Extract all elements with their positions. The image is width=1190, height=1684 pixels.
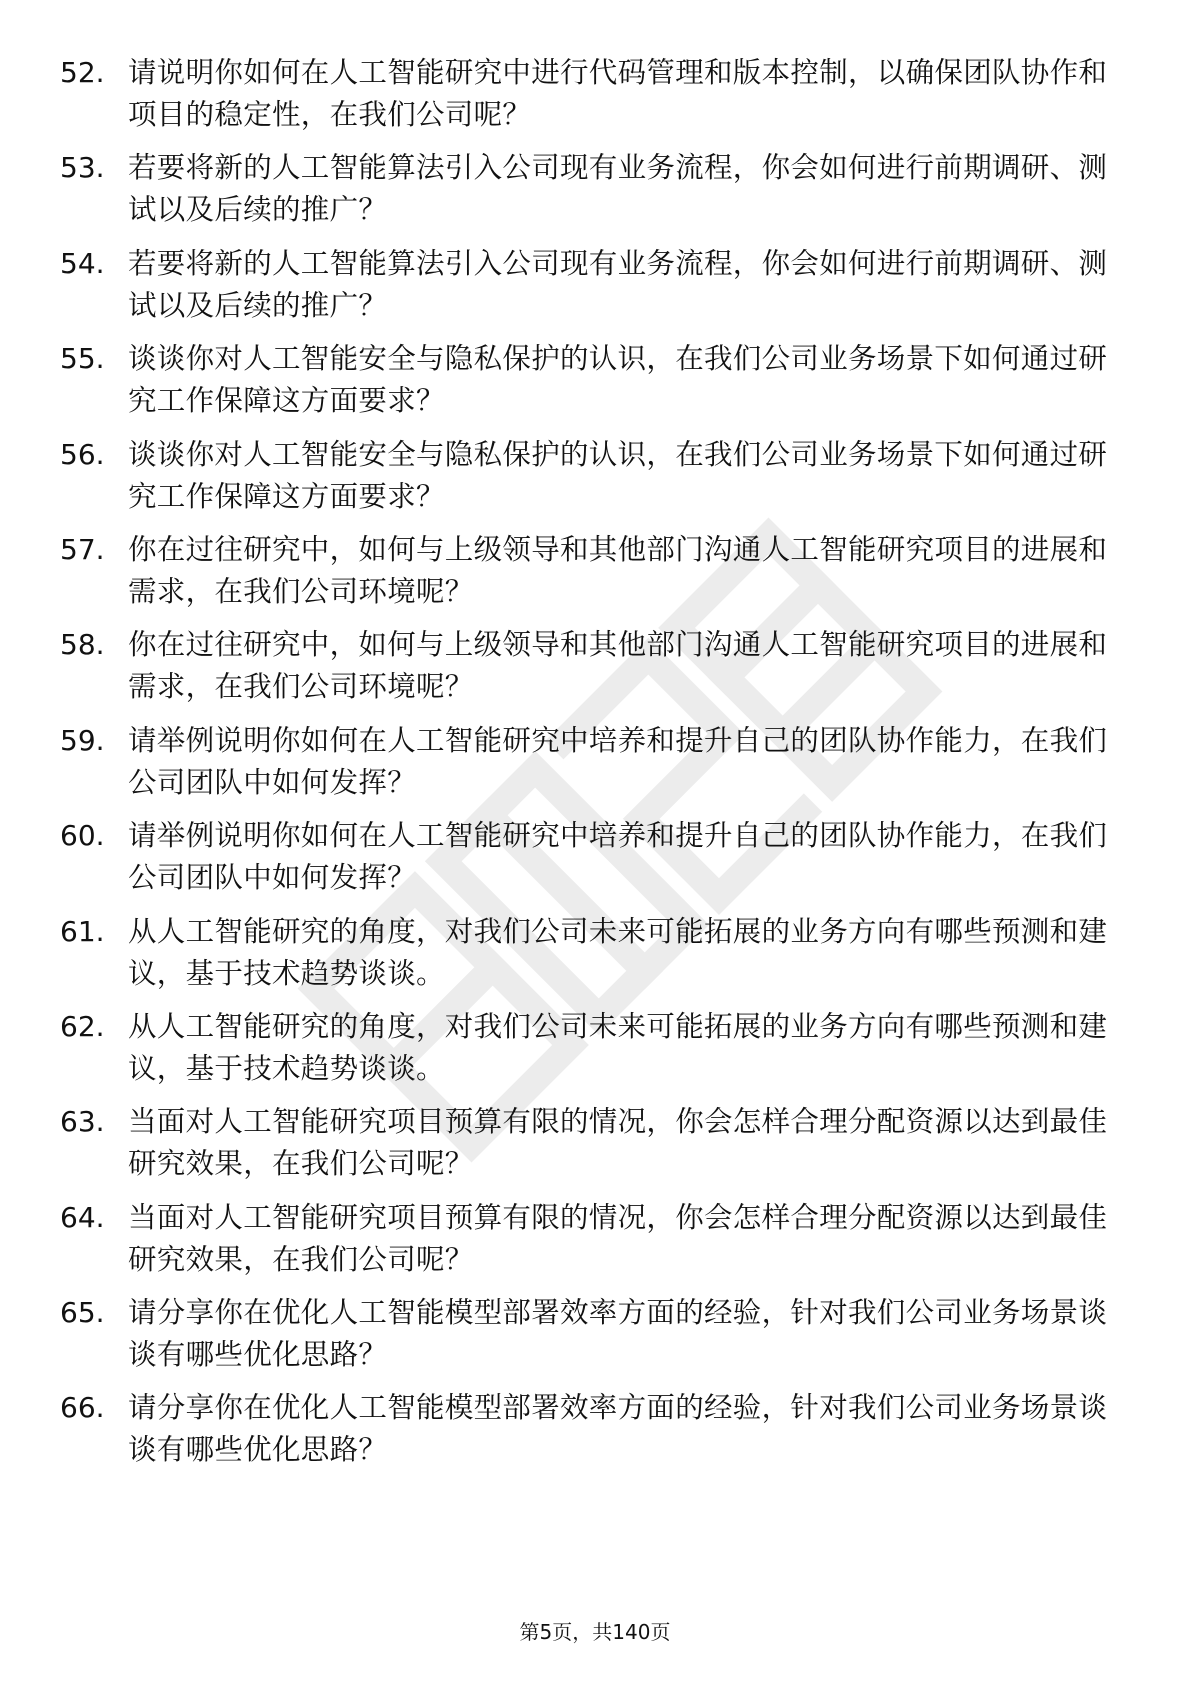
question-number: 61. xyxy=(60,914,105,948)
question-number: 63. xyxy=(60,1105,105,1139)
list-item xyxy=(60,815,1130,910)
question-number: 53. xyxy=(60,151,105,185)
question-text: 当面对人工智能研究项目预算有限的情况，你会怎样合理分配资源以达到最佳研究效果，在我们公司呢？ xyxy=(128,1200,1108,1276)
question-text: 从人工智能研究的角度，对我们公司未来可能拓展的业务方向有哪些预测和建议，基于技术趋势谈谈。 xyxy=(128,1009,1108,1085)
question-number: 66. xyxy=(60,1391,105,1425)
list-item xyxy=(60,624,1130,719)
question-number: 56. xyxy=(60,437,105,471)
question-number: 55. xyxy=(60,342,105,376)
question-text: 若要将新的人工智能算法引入公司现有业务流程，你会如何进行前期调研、测试以及后续的推广？ xyxy=(128,151,1108,227)
list-item xyxy=(60,1197,1130,1292)
page-indicator: 第5页，共140页 xyxy=(519,1620,671,1644)
question-number: 54. xyxy=(60,246,105,280)
question-text: 谈谈你对人工智能安全与隐私保护的认识，在我们公司业务场景下如何通过研究工作保障这方面要求？ xyxy=(128,342,1108,418)
list-item xyxy=(60,147,1130,242)
question-number: 59. xyxy=(60,723,105,757)
list-item xyxy=(60,52,1130,147)
question-number: 52. xyxy=(60,56,105,89)
question-text: 若要将新的人工智能算法引入公司现有业务流程，你会如何进行前期调研、测试以及后续的推广？ xyxy=(128,246,1108,322)
question-text: 请说明你如何在人工智能研究中进行代码管理和版本控制，以确保团队协作和项目的稳定性，在我们公司呢？ xyxy=(128,56,1108,131)
list-item xyxy=(60,1101,1130,1196)
question-text: 请举例说明你如何在人工智能研究中培养和提升自己的团队协作能力，在我们公司团队中如何发挥？ xyxy=(128,819,1108,895)
question-text: 谈谈你对人工智能安全与隐私保护的认识，在我们公司业务场景下如何通过研究工作保障这方面要求？ xyxy=(128,437,1108,513)
question-text: 你在过往研究中，如何与上级领导和其他部门沟通人工智能研究项目的进展和需求，在我们公司环境呢？ xyxy=(128,532,1108,608)
question-number: 57. xyxy=(60,532,105,566)
question-text: 请举例说明你如何在人工智能研究中培养和提升自己的团队协作能力，在我们公司团队中如何发挥？ xyxy=(128,723,1108,799)
question-number: 62. xyxy=(60,1009,105,1043)
list-item xyxy=(60,1387,1130,1482)
list-item xyxy=(60,911,1130,1006)
question-list xyxy=(60,52,1130,1483)
list-item xyxy=(60,529,1130,624)
question-number: 65. xyxy=(60,1296,105,1330)
list-item xyxy=(60,434,1130,529)
question-number: 58. xyxy=(60,628,105,662)
question-number: 64. xyxy=(60,1200,105,1234)
list-item xyxy=(60,1006,1130,1101)
question-number: 60. xyxy=(60,819,105,853)
list-item xyxy=(60,338,1130,433)
question-text: 从人工智能研究的角度，对我们公司未来可能拓展的业务方向有哪些预测和建议，基于技术趋势谈谈。 xyxy=(128,914,1108,990)
question-text: 请分享你在优化人工智能模型部署效率方面的经验，针对我们公司业务场景谈谈有哪些优化思路？ xyxy=(128,1296,1108,1372)
list-item xyxy=(60,1292,1130,1387)
question-text: 你在过往研究中，如何与上级领导和其他部门沟通人工智能研究项目的进展和需求，在我们公司环境呢？ xyxy=(128,628,1108,704)
question-text: 请分享你在优化人工智能模型部署效率方面的经验，针对我们公司业务场景谈谈有哪些优化思路？ xyxy=(128,1391,1108,1467)
question-text: 当面对人工智能研究项目预算有限的情况，你会怎样合理分配资源以达到最佳研究效果，在我们公司呢？ xyxy=(128,1105,1108,1181)
list-item xyxy=(60,243,1130,338)
list-item xyxy=(60,720,1130,815)
